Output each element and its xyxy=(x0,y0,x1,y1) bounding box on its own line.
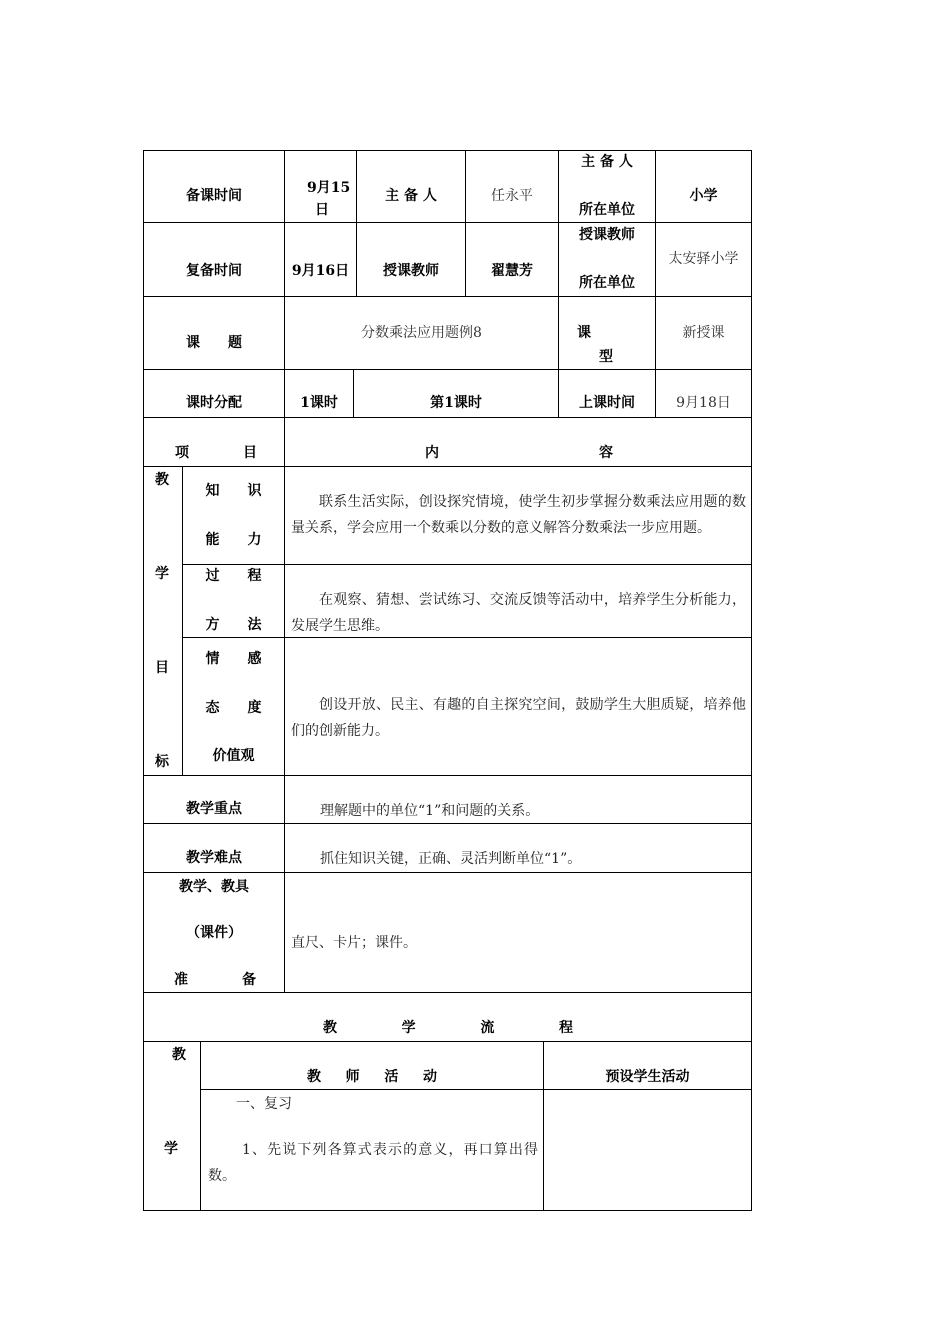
process-label-line2: 方 法 xyxy=(205,617,262,634)
teacher-name: 翟慧芳 xyxy=(491,263,533,280)
tools-label-line1: 教学、教具 xyxy=(179,879,249,895)
knowledge-label-line2: 能 力 xyxy=(205,532,262,549)
emotion-label-line3: 价值观 xyxy=(212,748,255,765)
flow-side-label-2: 学 xyxy=(164,1141,178,1157)
grid-line xyxy=(143,417,752,418)
flow-title-char: 程 xyxy=(558,1020,573,1036)
emotion-text: 创设开放、民主、有趣的自主探究空间，鼓励学生大胆质疑，培养他们的创新能力。 xyxy=(291,697,746,739)
knowledge-label xyxy=(183,467,284,564)
grid-line xyxy=(284,417,285,993)
flow-title-char: 学 xyxy=(401,1020,416,1036)
prep-date xyxy=(285,151,356,222)
teacher-activity-header xyxy=(307,1069,437,1086)
grid-line xyxy=(543,1041,544,1211)
planner-unit: 小学 xyxy=(689,188,718,205)
flow-title-char: 流 xyxy=(480,1020,495,1036)
session-value: 第1课时 xyxy=(430,395,482,412)
grid-line xyxy=(200,1089,752,1090)
grid-line xyxy=(200,1041,201,1211)
flow-title-char: 教 xyxy=(323,1020,337,1036)
prep-date-line1: 9月15 xyxy=(307,180,351,196)
difficulty-label: 教学难点 xyxy=(186,849,242,866)
tools-label-line3 xyxy=(174,972,256,989)
grid-line xyxy=(143,992,752,993)
flow-side-label-1: 教 xyxy=(172,1047,186,1063)
content-header xyxy=(425,445,613,465)
knowledge-label-line1: 知 识 xyxy=(205,483,262,499)
tools-text: 直尺、卡片；课件。 xyxy=(291,935,417,951)
teacher-activity-char: 师 xyxy=(345,1069,360,1085)
content-header-left: 内 xyxy=(425,445,439,461)
class-type-value: 新授课 xyxy=(682,324,725,341)
emotion-label-line2: 态 度 xyxy=(205,699,262,716)
grid-line xyxy=(751,150,752,1211)
planner-unit-label-line1: 主 备 人 xyxy=(581,154,633,170)
key-point-label: 教学重点 xyxy=(186,801,242,818)
emotion-label-line1: 情 感 xyxy=(205,651,262,667)
review-title: 一、复习 xyxy=(236,1096,292,1112)
process-label xyxy=(183,565,284,637)
class-type-label-line2: 型 xyxy=(599,349,613,365)
planner-name: 任永平 xyxy=(491,188,533,205)
class-time-value: 9月18日 xyxy=(676,395,731,412)
emotion-label xyxy=(183,638,284,775)
teacher-activity-char: 活 xyxy=(384,1069,399,1085)
grid-line xyxy=(143,1041,752,1042)
content-header-right: 容 xyxy=(599,445,613,461)
prep-date-line2: 日 xyxy=(315,202,329,218)
key-point-text: 理解题中的单位“1”和问题的关系。 xyxy=(320,803,540,819)
review-time-label: 复备时间 xyxy=(186,263,242,280)
teacher-label: 授课教师 xyxy=(383,263,439,280)
process-text: 在观察、猜想、尝试练习、交流反馈等活动中，培养学生分析能力，发展学生思维。 xyxy=(291,592,746,634)
class-time-label: 上课时间 xyxy=(579,395,635,412)
goals-vertical-label xyxy=(155,470,173,775)
goals-label-char: 学 xyxy=(155,566,169,582)
topic-value: 分数乘法应用题例8 xyxy=(361,324,482,341)
tools-label-line2: （课件） xyxy=(186,925,242,941)
item-header-right: 目 xyxy=(243,445,257,461)
goals-label-char: 教 xyxy=(155,472,169,488)
process-label-line1: 过 程 xyxy=(205,568,262,584)
hours-label: 课时分配 xyxy=(186,395,242,412)
tools-label xyxy=(144,873,284,992)
review-date: 9月16日 xyxy=(291,263,350,280)
planner-unit-label xyxy=(559,151,655,222)
class-type-label xyxy=(559,297,655,369)
goals-label-char: 目 xyxy=(155,660,169,676)
knowledge-text: 联系生活实际，创设探究情境，使学生初步掌握分数乘法应用题的数量关系，学会应用一个数乘以分数的意义解答分数乘法一步应用题。 xyxy=(291,494,746,536)
teacher-activity-char: 动 xyxy=(422,1069,437,1085)
review-item: 1、先说下列各算式表示的意义，再口算出得数。 xyxy=(208,1142,538,1184)
student-activity-header: 预设学生活动 xyxy=(605,1069,690,1085)
planner-unit-label-line2: 所在单位 xyxy=(579,202,635,219)
goals-label-char: 标 xyxy=(155,754,169,770)
planner-label: 主 备 人 xyxy=(385,188,437,205)
topic-label: 课 题 xyxy=(186,334,242,351)
teacher-unit-label-line2: 所在单位 xyxy=(579,275,635,292)
item-header-left: 项 xyxy=(175,445,189,461)
difficulty-text: 抓住知识关键，正确、灵活判断单位“1”。 xyxy=(320,851,582,867)
teacher-unit-label xyxy=(559,223,655,296)
tools-label-line3-right: 备 xyxy=(242,972,256,988)
flow-title xyxy=(323,1020,573,1037)
prep-time-label: 备课时间 xyxy=(186,188,242,205)
teacher-activity-char: 教 xyxy=(307,1069,321,1085)
hours-value: 1课时 xyxy=(300,395,338,412)
teacher-unit-label-line1: 授课教师 xyxy=(579,227,635,243)
class-type-label-line1: 课 xyxy=(577,325,591,341)
grid-line xyxy=(143,1210,752,1211)
teacher-unit: 太安驿小学 xyxy=(668,251,739,268)
tools-label-line3-left: 准 xyxy=(174,972,188,988)
item-header xyxy=(175,445,257,465)
